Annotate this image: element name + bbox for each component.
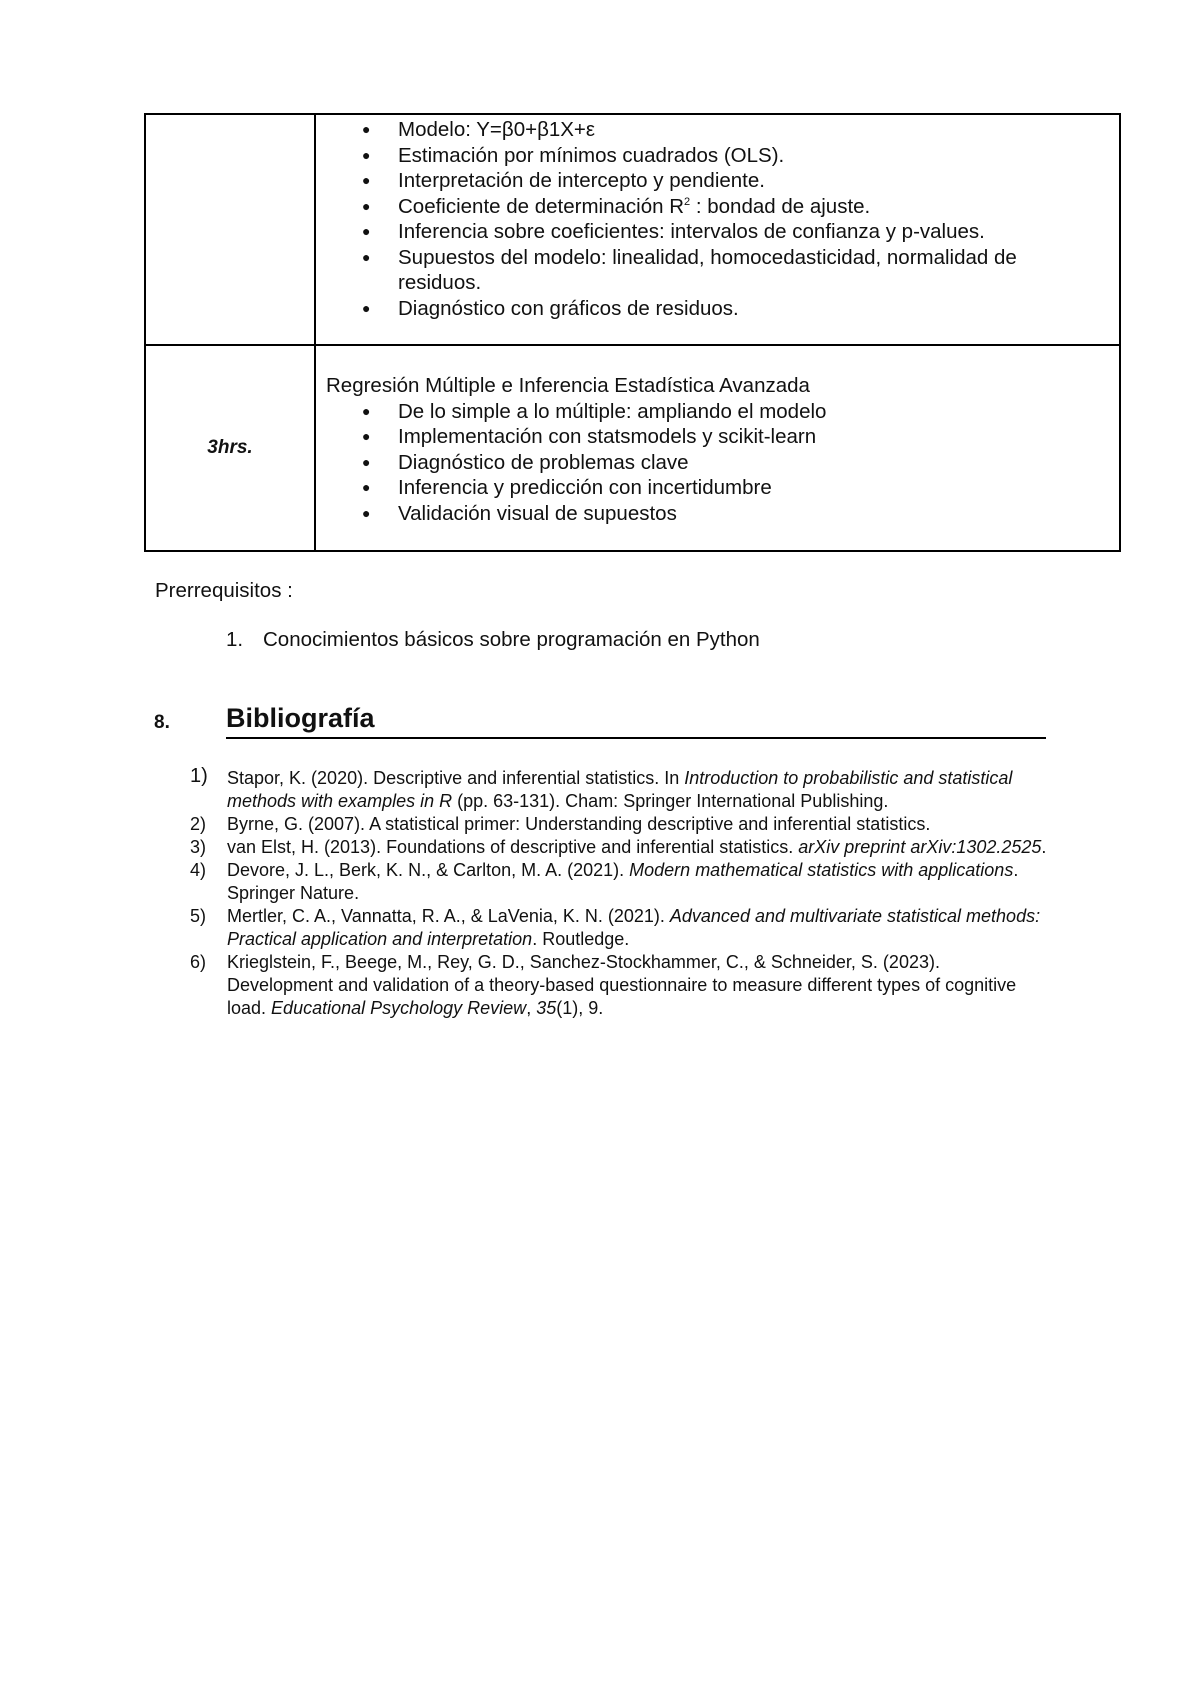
section-title: Bibliografía — [226, 703, 1046, 739]
list-item: ● De lo simple a lo múltiple: ampliando el modelo — [362, 399, 827, 423]
bullet-icon: ● — [362, 146, 371, 163]
list-item: ● Implementación con statsmodels y scikit-learn — [362, 425, 817, 448]
bullet-icon: ● — [362, 223, 371, 239]
reference-item: 4) Devore, J. L., Berk, K. N., & Carlton, M. A. (2021). Modern mathematical statistics with applications. Springer Nature. — [190, 860, 1019, 903]
bullet-icon: ● — [362, 299, 371, 316]
time-cell — [145, 345, 315, 551]
bullet-icon: ● — [362, 172, 371, 188]
list-item: ● Validación visual de supuestos — [362, 501, 677, 525]
reference-number: 1) — [190, 765, 208, 787]
superscript: 2 — [684, 195, 691, 208]
reference-item: 2) Byrne, G. (2007). A statistical primer: Understanding descriptive and inferential statistics. — [190, 814, 931, 834]
list-item: ● Coeficiente de determinación $R^2$ : bondad de ajuste. — [362, 194, 871, 218]
section-number: 8. — [154, 712, 170, 733]
content-cell — [315, 114, 1120, 345]
list-number: 1. — [226, 628, 244, 651]
list-item: ● Interpretación de intercepto y pendiente. — [362, 169, 765, 192]
topic-list — [316, 115, 1119, 321]
bullet-icon: ● — [362, 504, 371, 521]
reference-item: 3) van Elst, H. (2013). Foundations of descriptive and inferential statistics. arXiv preprint arXiv:1302.2525. — [190, 837, 1047, 857]
time-label: 3hrs. — [207, 437, 253, 458]
bullet-icon: ● — [362, 402, 371, 419]
reference-item: 6) Krieglstein, F., Beege, M., Rey, G. D., Sanchez-Stockhammer, C., & Schneider, S. (2023). Development and validation of a theory-based questionnaire to measure different types of cognitive load. Educational Psychology Review, 35(1), 9. — [190, 952, 1017, 1018]
bullet-icon: ● — [362, 428, 371, 444]
reference-item: 1) Stapor, K. (2020). Descriptive and inferential statistics. In Introduction to probabilistic and statistical methods with examples in R (pp. 63-131). Cham: Springer International Publishing. — [190, 765, 1013, 811]
content-cell — [315, 345, 1120, 551]
bullet-icon: ● — [362, 248, 371, 265]
reference-number: 6) — [190, 952, 207, 972]
list-item: ● Inferencia sobre coeficientes: intervalos de confianza y p-values. — [362, 220, 985, 243]
reference-number: 2) — [190, 814, 207, 834]
reference-item: 5) Mertler, C. A., Vannatta, R. A., & LaVenia, K. N. (2021). Advanced and multivariate statistical methods: Practical application and interpretation. Routledge. — [190, 906, 1041, 949]
table-row — [145, 114, 1120, 345]
reference-list — [190, 767, 1050, 1020]
list-item: ● Supuestos del modelo: linealidad, homocedasticidad, normalidad de residuos. — [362, 245, 1017, 294]
list-item: ● Modelo: Y=β0+β1X+ε — [362, 118, 596, 141]
list-item: ● Inferencia y predicción con incertidumbre — [362, 476, 772, 499]
topic-list — [316, 399, 1119, 527]
unit-title: Regresión Múltiple e Inferencia Estadística Avanzada — [326, 374, 810, 397]
bullet-icon: ● — [362, 197, 371, 214]
list-item: 1. Conocimientos básicos sobre programación en Python — [226, 628, 760, 651]
bullet-icon: ● — [362, 121, 371, 137]
list-item: ● Estimación por mínimos cuadrados (OLS). — [362, 143, 785, 167]
list-item: ● Diagnóstico de problemas clave — [362, 450, 689, 474]
reference-number: 5) — [190, 906, 207, 926]
course-schedule-table — [144, 113, 1121, 552]
table-row — [145, 345, 1120, 551]
reference-number: 3) — [190, 837, 207, 857]
reference-number: 4) — [190, 860, 207, 880]
bullet-icon: ● — [362, 479, 371, 495]
bullet-icon: ● — [362, 453, 371, 470]
prerequisites-label: Prerrequisitos : — [155, 579, 293, 602]
prerequisites-list — [226, 628, 760, 652]
list-item: ● Diagnóstico con gráficos de residuos. — [362, 296, 739, 320]
time-cell — [145, 114, 315, 345]
